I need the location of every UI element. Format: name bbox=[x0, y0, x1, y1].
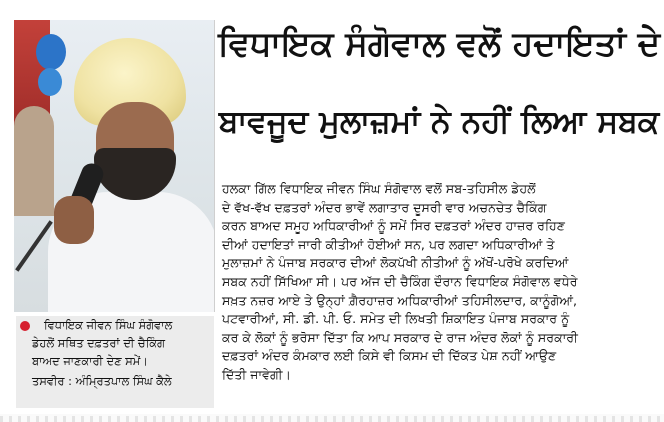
photo-credit: ਤਸਵੀਰ : ਅੰਮ੍ਰਿਤਪਾਲ ਸਿੰਘ ਕੈਲੇ bbox=[32, 374, 172, 388]
body-line: ਮੁਲਾਜ਼ਮਾਂ ਨੇ ਪੰਜਾਬ ਸਰਕਾਰ ਦੀਆਂ ਲੋਕਪੱਖੀ ਨੀਤੀਆਂ ਨੂੰ ਅੱਖੋਂ-ਪਰੋਖੇ ਕਰਦਿਆਂ bbox=[222, 255, 569, 271]
body-line: ਕਰ ਕੇ ਲੋਕਾਂ ਨੂੰ ਭਰੋਸਾ ਦਿੱਤਾ ਕਿ ਆਪ ਸਰਕਾਰ ਦੇ ਰਾਜ ਅੰਦਰ ਲੋਕਾਂ ਨੂੰ ਸਰਕਾਰੀ bbox=[222, 329, 578, 345]
caption-line: ਡੇਹਲੋਂ ਸਥਿਤ ਦਫ਼ਤਰਾਂ ਦੀ ਚੈਕਿੰਗ bbox=[32, 336, 165, 350]
body-line: ਦੀਆਂ ਹਦਾਇਤਾਂ ਜਾਰੀ ਕੀਤੀਆਂ ਹੋਈਆਂ ਸਨ, ਪਰ ਲਗਦਾ ਅਧਿਕਾਰੀਆਂ ਤੇ bbox=[222, 236, 555, 252]
caption-bullet-icon bbox=[20, 321, 30, 331]
headline-line-2: ਬਾਵਜੂਦ ਮੁਲਾਜ਼ਮਾਂ ਨੇ ਨਹੀਂ ਲਿਆ ਸਬਕ bbox=[218, 104, 660, 140]
caption-line: ਵਿਧਾਇਕ ਜੀਵਨ ਸਿੰਘ ਸੰਗੋਵਾਲ bbox=[44, 318, 173, 332]
body-line: ਪਟਵਾਰੀਆਂ, ਸੀ. ਡੀ. ਪੀ. ਓ. ਸਮੇਤ ਦੀ ਲਿਖਤੀ ਸ਼ਿਕਾਇਤ ਪੰਜਾਬ ਸਰਕਾਰ ਨੂੰ bbox=[222, 311, 570, 327]
balloon-icon bbox=[38, 68, 62, 96]
article-body bbox=[222, 180, 658, 385]
body-line: ਹਲਕਾ ਗਿੱਲ ਵਿਧਾਇਕ ਜੀਵਨ ਸਿੰਘ ਸੰਗੋਵਾਲ ਵਲੋਂ ਸਬ-ਤਹਿਸੀਲ ਡੇਹਲੋਂ bbox=[222, 181, 536, 196]
caption-line: ਬਾਅਦ ਜਾਣਕਾਰੀ ਦੇਣ ਸਮੇਂ। bbox=[32, 354, 148, 368]
photo-caption bbox=[16, 316, 214, 408]
headline-line-1: ਵਿਧਾਇਕ ਸੰਗੋਵਾਲ ਵਲੋਂ ਹਦਾਇਤਾਂ ਦੇ bbox=[218, 24, 660, 63]
mla-photo bbox=[14, 20, 215, 312]
body-line: ਦੇ ਵੱਖ-ਵੱਖ ਦਫ਼ਤਰਾਂ ਅੰਦਰ ਭਾਵੇਂ ਲਗਾਤਾਰ ਦੂਸਰੀ ਵਾਰ ਅਚਨਚੇਤ ਚੈਕਿੰਗ bbox=[222, 199, 547, 215]
body-line: ਸਬਕ ਨਹੀਂ ਸਿੱਖਿਆ ਸੀ। ਪਰ ਅੱਜ ਦੀ ਚੈਕਿੰਗ ਦੌਰਾਨ ਵਿਧਾਇਕ ਸੰਗੋਵਾਲ ਵਧੇਰੇ bbox=[222, 273, 578, 289]
hand bbox=[54, 196, 94, 244]
body-line: ਦਿੱਤੀ ਜਾਵੇਗੀ। bbox=[222, 366, 291, 382]
balloon-icon bbox=[36, 34, 66, 70]
background-person bbox=[14, 106, 54, 216]
body-line: ਦਫ਼ਤਰਾਂ ਅੰਦਰ ਕੰਮਕਾਰ ਲਈ ਕਿਸੇ ਵੀ ਕਿਸਮ ਦੀ ਦਿੱਕਤ ਪੇਸ਼ ਨਹੀਂ ਆਉਣ bbox=[222, 348, 557, 364]
body-line: ਸਖ਼ਤ ਨਜ਼ਰ ਆਏ ਤੇ ਉਨ੍ਹਾਂ ਗ਼ੈਰਹਾਜ਼ਰ ਅਧਿਕਾਰੀਆਂ ਤਹਿਸੀਲਦਾਰ, ਕਾਨੂੰਗੋਆਂ, bbox=[222, 292, 578, 308]
next-article-bleed bbox=[0, 416, 664, 422]
body-line: ਕਰਨ ਬਾਅਦ ਸਮੂਹ ਅਧਿਕਾਰੀਆਂ ਨੂੰ ਸਮੇਂ ਸਿਰ ਦਫ਼ਤਰਾਂ ਅੰਦਰ ਹਾਜ਼ਰ ਰਹਿਣ bbox=[222, 218, 565, 234]
